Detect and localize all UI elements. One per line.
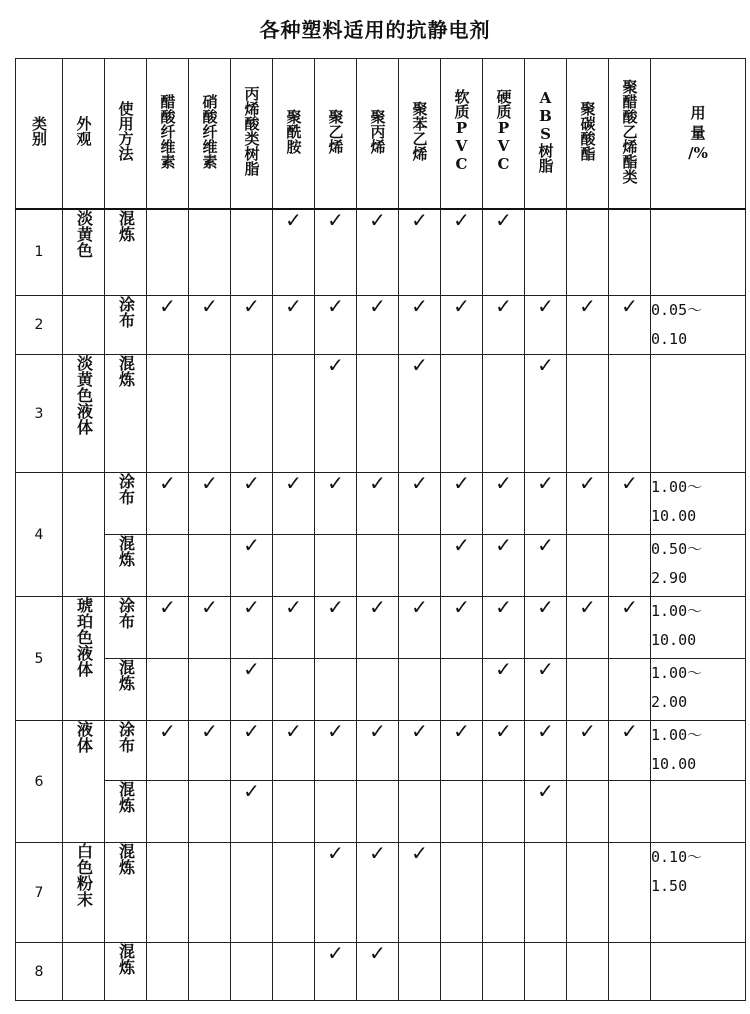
check-mark-cell: ✓ (609, 473, 651, 535)
header-method: 使用方法 (105, 59, 147, 209)
appearance-cell (63, 296, 105, 355)
table-row (16, 781, 746, 843)
check-mark-cell: ✓ (399, 209, 441, 296)
check-mark-cell: ✓ (147, 597, 189, 659)
check-mark-cell: ✓ (483, 721, 525, 781)
check-mark-cell: ✓ (399, 355, 441, 473)
check-mark-cell: ✓ (609, 721, 651, 781)
check-mark-cell: ✓ (483, 473, 525, 535)
table-row (16, 843, 746, 943)
header-category: 类别 (16, 59, 63, 209)
check-mark-cell: ✓ (357, 473, 399, 535)
check-mark-cell: ✓ (525, 355, 567, 473)
check-mark-cell: ✓ (525, 296, 567, 355)
check-mark-cell: ✓ (525, 659, 567, 721)
empty-cell (441, 659, 483, 721)
empty-cell (189, 843, 231, 943)
check-mark-cell: ✓ (483, 597, 525, 659)
appearance-cell (63, 473, 105, 597)
header-plastic: 聚丙烯 (357, 59, 399, 209)
appearance-cell: 淡黄色 (63, 209, 105, 296)
empty-cell (273, 355, 315, 473)
empty-cell (315, 659, 357, 721)
check-mark-cell: ✓ (315, 843, 357, 943)
amount-cell: 0.10～ 1.50 (651, 843, 746, 943)
check-mark-cell: ✓ (231, 659, 273, 721)
amount-cell (651, 943, 746, 1001)
table-row (16, 473, 746, 535)
category-cell: 6 (16, 721, 63, 843)
method-cell: 混炼 (105, 781, 147, 843)
empty-cell (609, 535, 651, 597)
check-mark-cell: ✓ (315, 943, 357, 1001)
amount-cell: 0.50～ 2.90 (651, 535, 746, 597)
page-title: 各种塑料适用的抗静电剂 (259, 18, 491, 42)
table-row (16, 943, 746, 1001)
check-mark-cell: ✓ (567, 473, 609, 535)
check-mark-cell: ✓ (567, 296, 609, 355)
header-plastic: 醋酸纤维素 (147, 59, 189, 209)
empty-cell (567, 659, 609, 721)
empty-cell (483, 355, 525, 473)
check-mark-cell: ✓ (357, 209, 399, 296)
check-mark-cell: ✓ (441, 296, 483, 355)
header-plastic: ABS树脂 (525, 59, 567, 209)
check-mark-cell: ✓ (273, 721, 315, 781)
empty-cell (483, 781, 525, 843)
check-mark-cell: ✓ (399, 721, 441, 781)
check-mark-cell: ✓ (357, 943, 399, 1001)
method-cell: 涂布 (105, 597, 147, 659)
check-mark-cell: ✓ (609, 296, 651, 355)
check-mark-cell: ✓ (315, 473, 357, 535)
table-row (16, 209, 746, 296)
empty-cell (399, 781, 441, 843)
category-cell: 8 (16, 943, 63, 1001)
empty-cell (567, 355, 609, 473)
header-row (16, 59, 746, 209)
empty-cell (147, 209, 189, 296)
empty-cell (147, 355, 189, 473)
method-cell: 混炼 (105, 355, 147, 473)
check-mark-cell: ✓ (483, 296, 525, 355)
empty-cell (189, 535, 231, 597)
category-cell: 7 (16, 843, 63, 943)
empty-cell (189, 943, 231, 1001)
empty-cell (441, 943, 483, 1001)
method-cell: 混炼 (105, 943, 147, 1001)
check-mark-cell: ✓ (399, 597, 441, 659)
check-mark-cell: ✓ (315, 355, 357, 473)
category-cell: 4 (16, 473, 63, 597)
appearance-cell: 琥珀色液体 (63, 597, 105, 721)
empty-cell (567, 781, 609, 843)
empty-cell (147, 659, 189, 721)
table-row (16, 721, 746, 781)
header-plastic: 丙烯酸类树脂 (231, 59, 273, 209)
empty-cell (567, 535, 609, 597)
check-mark-cell: ✓ (231, 597, 273, 659)
header-plastic: 聚乙烯 (315, 59, 357, 209)
header-plastic: 聚苯乙烯 (399, 59, 441, 209)
check-mark-cell: ✓ (189, 296, 231, 355)
check-mark-cell: ✓ (231, 781, 273, 843)
empty-cell (441, 355, 483, 473)
empty-cell (525, 843, 567, 943)
amount-cell (651, 209, 746, 296)
empty-cell (231, 943, 273, 1001)
empty-cell (609, 209, 651, 296)
check-mark-cell: ✓ (147, 473, 189, 535)
check-mark-cell: ✓ (147, 721, 189, 781)
check-mark-cell: ✓ (525, 473, 567, 535)
amount-cell (651, 781, 746, 843)
check-mark-cell: ✓ (483, 535, 525, 597)
table-body (16, 209, 746, 1001)
check-mark-cell: ✓ (399, 296, 441, 355)
check-mark-cell: ✓ (273, 296, 315, 355)
empty-cell (525, 209, 567, 296)
empty-cell (441, 781, 483, 843)
empty-cell (231, 843, 273, 943)
empty-cell (189, 781, 231, 843)
empty-cell (609, 943, 651, 1001)
table-row (16, 355, 746, 473)
check-mark-cell: ✓ (441, 473, 483, 535)
check-mark-cell: ✓ (357, 721, 399, 781)
empty-cell (315, 535, 357, 597)
amount-cell: 1.00～ 10.00 (651, 473, 746, 535)
check-mark-cell: ✓ (399, 843, 441, 943)
empty-cell (315, 781, 357, 843)
empty-cell (189, 659, 231, 721)
empty-cell (189, 355, 231, 473)
empty-cell (609, 659, 651, 721)
empty-cell (273, 781, 315, 843)
method-cell: 混炼 (105, 843, 147, 943)
empty-cell (147, 943, 189, 1001)
check-mark-cell: ✓ (273, 597, 315, 659)
check-mark-cell: ✓ (441, 535, 483, 597)
check-mark-cell: ✓ (315, 296, 357, 355)
table-row (16, 659, 746, 721)
empty-cell (273, 535, 315, 597)
method-cell: 涂布 (105, 721, 147, 781)
method-cell: 混炼 (105, 659, 147, 721)
check-mark-cell: ✓ (609, 597, 651, 659)
table-row (16, 597, 746, 659)
check-mark-cell: ✓ (231, 535, 273, 597)
empty-cell (273, 843, 315, 943)
empty-cell (399, 659, 441, 721)
category-cell: 2 (16, 296, 63, 355)
method-cell: 涂布 (105, 473, 147, 535)
header-appearance: 外观 (63, 59, 105, 209)
check-mark-cell: ✓ (315, 209, 357, 296)
check-mark-cell: ✓ (231, 473, 273, 535)
appearance-cell: 白色粉末 (63, 843, 105, 943)
check-mark-cell: ✓ (567, 597, 609, 659)
header-plastic: 聚碳酸酯 (567, 59, 609, 209)
category-cell: 3 (16, 355, 63, 473)
header-plastic: 软质PVC (441, 59, 483, 209)
category-cell: 1 (16, 209, 63, 296)
category-cell: 5 (16, 597, 63, 721)
check-mark-cell: ✓ (441, 209, 483, 296)
empty-cell (147, 535, 189, 597)
check-mark-cell: ✓ (273, 209, 315, 296)
table-row (16, 296, 746, 355)
check-mark-cell: ✓ (189, 473, 231, 535)
empty-cell (189, 209, 231, 296)
empty-cell (567, 209, 609, 296)
method-cell: 混炼 (105, 209, 147, 296)
empty-cell (357, 355, 399, 473)
empty-cell (357, 535, 399, 597)
empty-cell (609, 781, 651, 843)
amount-cell: 0.05～ 0.10 (651, 296, 746, 355)
table-row (16, 535, 746, 597)
method-cell: 混炼 (105, 535, 147, 597)
antistatic-table (15, 58, 746, 1001)
header-plastic: 硬质PVC (483, 59, 525, 209)
amount-cell: 1.00～ 2.00 (651, 659, 746, 721)
check-mark-cell: ✓ (525, 781, 567, 843)
empty-cell (357, 781, 399, 843)
check-mark-cell: ✓ (567, 721, 609, 781)
empty-cell (147, 781, 189, 843)
empty-cell (609, 355, 651, 473)
check-mark-cell: ✓ (189, 597, 231, 659)
check-mark-cell: ✓ (357, 843, 399, 943)
header-plastic: 聚酰胺 (273, 59, 315, 209)
empty-cell (273, 659, 315, 721)
empty-cell (273, 943, 315, 1001)
check-mark-cell: ✓ (441, 721, 483, 781)
empty-cell (357, 659, 399, 721)
check-mark-cell: ✓ (525, 597, 567, 659)
check-mark-cell: ✓ (483, 209, 525, 296)
empty-cell (399, 535, 441, 597)
check-mark-cell: ✓ (147, 296, 189, 355)
check-mark-cell: ✓ (231, 721, 273, 781)
appearance-cell (63, 943, 105, 1001)
empty-cell (399, 943, 441, 1001)
check-mark-cell: ✓ (483, 659, 525, 721)
check-mark-cell: ✓ (315, 597, 357, 659)
check-mark-cell: ✓ (441, 597, 483, 659)
amount-cell (651, 355, 746, 473)
appearance-cell: 液体 (63, 721, 105, 843)
check-mark-cell: ✓ (525, 535, 567, 597)
check-mark-cell: ✓ (315, 721, 357, 781)
empty-cell (483, 943, 525, 1001)
empty-cell (483, 843, 525, 943)
check-mark-cell: ✓ (399, 473, 441, 535)
empty-cell (147, 843, 189, 943)
empty-cell (567, 943, 609, 1001)
check-mark-cell: ✓ (357, 597, 399, 659)
method-cell: 涂布 (105, 296, 147, 355)
empty-cell (441, 843, 483, 943)
appearance-cell: 淡黄色液体 (63, 355, 105, 473)
check-mark-cell: ✓ (231, 296, 273, 355)
check-mark-cell: ✓ (189, 721, 231, 781)
header-plastic: 硝酸纤维素 (189, 59, 231, 209)
empty-cell (231, 355, 273, 473)
header-amount: 用 量 /% (651, 59, 746, 209)
empty-cell (567, 843, 609, 943)
empty-cell (609, 843, 651, 943)
check-mark-cell: ✓ (273, 473, 315, 535)
amount-cell: 1.00～ 10.00 (651, 597, 746, 659)
empty-cell (525, 943, 567, 1001)
header-plastic: 聚醋酸乙烯酯类 (609, 59, 651, 209)
empty-cell (231, 209, 273, 296)
check-mark-cell: ✓ (357, 296, 399, 355)
amount-cell: 1.00～ 10.00 (651, 721, 746, 781)
check-mark-cell: ✓ (525, 721, 567, 781)
